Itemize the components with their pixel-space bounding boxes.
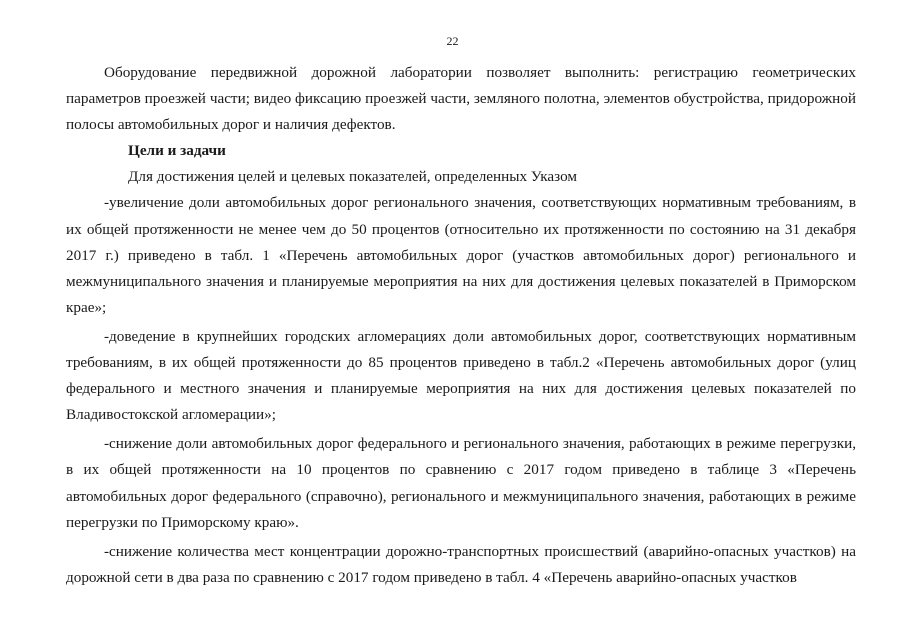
page-number: 22 bbox=[446, 34, 459, 48]
goal-item-1: -увеличение доли автомобильных дорог регионального значения, соответствующих нормативным требованиям, в их общей протяженности не менее чем до 50 процентов (относительно их протяженности по состоянию на 31 декабря 2017 г.) приведено в табл. 1 «Перечень автомобильных дорог (участков автомобильных дорог) регионального и межмуниципального значения и планируемые мероприятия на них для достижения целевых показателей в Приморском крае»; bbox=[66, 194, 856, 316]
section-heading: Цели и задачи bbox=[128, 142, 226, 160]
goal-item-2: -доведение в крупнейших городских агломерациях доли автомобильных дорог, соответствующих нормативным требованиям, в их общей протяженности до 85 процентов приведено в табл.2 «Перечень автомобильных дорог (улиц федерального и местного значения и планируемые мероприятия на них для достижения целевых показателей по Владивостокской агломерации»; bbox=[66, 327, 856, 424]
goal-item-3: -снижение доли автомобильных дорог федерального и регионального значения, работающих в режиме перегрузки, в их общей протяженности на 10 процентов по сравнению с 2017 годом приведено в таблице 3 «Перечень автомобильных дорог федерального (справочно), регионального и межмуниципального значения, работающих в режиме перегрузки по Приморскому краю». bbox=[66, 435, 856, 531]
lead-paragraph: Для достижения целей и целевых показателей, определенных Указом bbox=[128, 168, 577, 186]
goal-item-4: -снижение количества мест концентрации дорожно-транспортных происшествий (аварийно-опасных участков) на дорожной сети в два раза по сравнению с 2017 годом приведено в табл. 4 «Перечень аварийно-опасных участков bbox=[66, 542, 856, 586]
intro-paragraph: Оборудование передвижной дорожной лаборатории позволяет выполнить: регистрацию геометрических параметров проезжей части; видео фиксацию проезжей части, земляного полотна, элементов обустройства, придорожной полосы автомобильных дорог и наличия дефектов. bbox=[66, 64, 856, 134]
document-body bbox=[66, 60, 856, 591]
